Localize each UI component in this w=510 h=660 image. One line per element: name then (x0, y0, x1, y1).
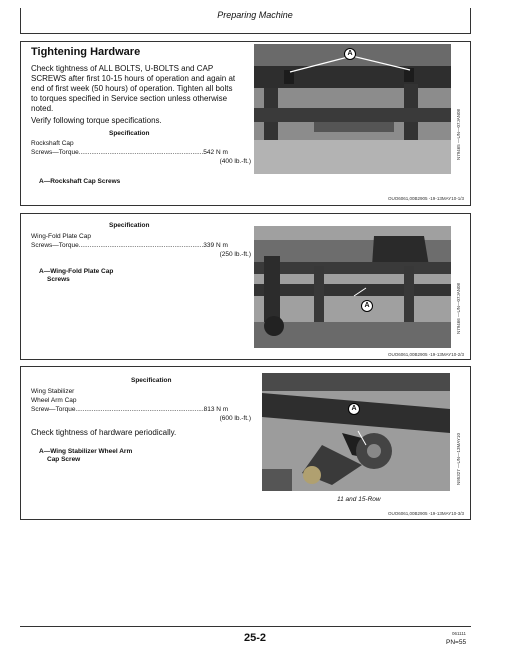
spec-item: Wheel Arm Cap (31, 397, 77, 404)
wing-fold-photo (254, 226, 451, 348)
footer-pn: PN=55 (446, 639, 467, 646)
spec-heading: Specification (131, 377, 172, 384)
wing-stabilizer-illustration (262, 373, 450, 491)
figure-caption (39, 448, 132, 464)
page-header-title: Preparing Machine (217, 10, 293, 20)
caption-line: Screws (47, 276, 70, 283)
spec-torque-alt: (600 lb.-ft.) (219, 415, 251, 422)
caption-line: Cap Screw (47, 456, 81, 463)
spec-torque-alt: (250 lb.-ft.) (219, 251, 251, 258)
spec-torque-alt: (400 lb.-ft.) (219, 158, 251, 165)
reference-code: OUO6061,00B2905 -19-13MAY10-2/3 (388, 352, 464, 357)
para-line: noted. (31, 104, 54, 113)
instruction-paragraph (31, 64, 256, 114)
section-wing-stabilizer (20, 366, 471, 520)
rockshaft-illustration (254, 44, 451, 174)
spec-item: Wing Stabilizer (31, 388, 75, 395)
figure-caption (39, 268, 113, 284)
callout-a-marker: A (344, 48, 356, 60)
image-code: N79466 —UN—07JAN08 (456, 282, 461, 334)
reference-code: OUO6061,00B2905 -19-13MAY10-1/3 (388, 196, 464, 201)
spec-torque: Screws—Torque.....................................................................339 N m (31, 242, 228, 249)
image-code: N95327 —UN—13MAY10 (456, 433, 461, 485)
caption-line: A—Wing-Fold Plate Cap (39, 268, 114, 275)
footer-small-code: 061111 (452, 631, 467, 636)
spec-torque: Screws—Torque.....................................................................542 N m (31, 149, 228, 156)
rockshaft-photo (254, 44, 451, 174)
spec-heading: Specification (109, 130, 150, 137)
para-line: to torques specified in Service section unless otherwise (31, 94, 228, 103)
spec-heading: Specification (109, 222, 150, 229)
wing-stabilizer-photo (262, 373, 450, 491)
section-heading: Tightening Hardware (31, 46, 141, 58)
spec-item: Wing-Fold Plate Cap (31, 233, 91, 240)
photo-caption: 11 and 15-Row (337, 496, 381, 503)
figure-caption: A—Rockshaft Cap Screws (39, 178, 121, 185)
para-line: SCREWS after first 10-15 hours of operation and again at (31, 74, 236, 83)
wing-fold-illustration (254, 226, 451, 348)
image-code: N79465 —UN—07JAN08 (456, 108, 461, 160)
section-tightening-hardware (20, 41, 471, 206)
caption-line: A—Wing Stabilizer Wheel Arm (39, 448, 133, 455)
para-line: Check tightness of ALL BOLTS, U-BOLTS and CAP (31, 64, 214, 73)
section-wing-fold (20, 213, 471, 360)
para-line: end of first week (50 hours) of operation. Tighten all bolts (31, 84, 233, 93)
verify-text: Verify following torque specifications. (31, 116, 162, 125)
page-number: 25-2 (243, 632, 267, 644)
callout-a-marker: A (361, 300, 373, 312)
spec-torque: Screw—Torque.......................................................................813 N m (31, 406, 229, 413)
footer-rule (20, 626, 471, 627)
reference-code: OUO6061,00B2905 -19-13MAY10-3/3 (388, 511, 464, 516)
periodic-check-text: Check tightness of hardware periodically. (31, 428, 177, 437)
callout-a-marker: A (348, 403, 360, 415)
spec-item: Rockshaft Cap (31, 140, 74, 147)
